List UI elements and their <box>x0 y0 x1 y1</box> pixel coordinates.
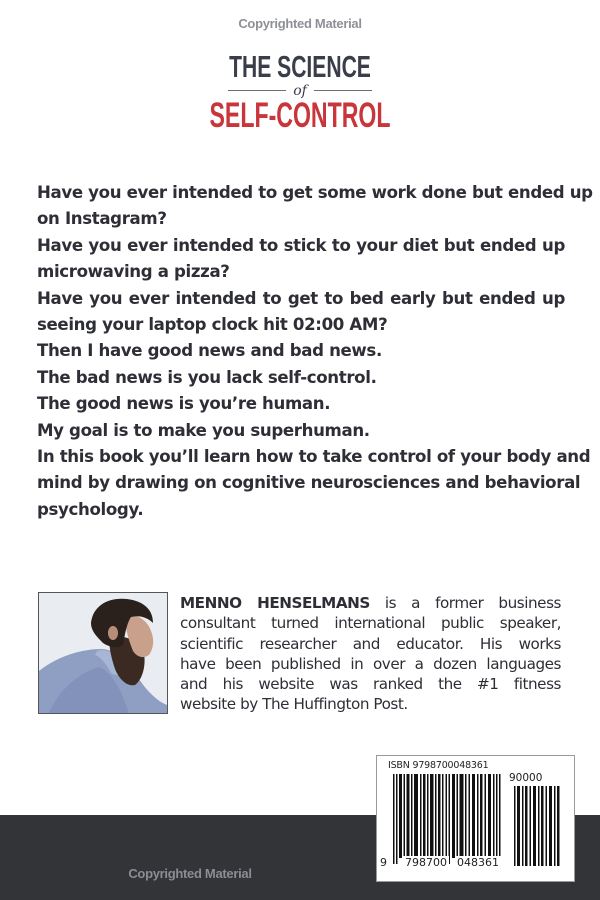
blurb-line: mind by drawing on cognitive neurosciences and behavioral <box>37 473 581 493</box>
barcode-digit-group-1: 798700 <box>405 856 447 869</box>
title-connector-of: of <box>293 83 307 99</box>
barcode-digit-group-2: 048361 <box>457 856 499 869</box>
title-rule-left <box>228 90 286 91</box>
blurb-line: psychology. <box>37 499 144 519</box>
blurb-line: Then I have good news and bad news. <box>37 341 382 361</box>
isbn-barcode <box>376 755 575 882</box>
book-title <box>0 50 600 134</box>
blurb-line: on Instagram? <box>37 209 167 229</box>
blurb-line: microwaving a pizza? <box>37 262 230 282</box>
author-bio-text: is a former business <box>369 594 561 612</box>
blurb-line: In this book you’ll learn how to take control of your body and <box>37 447 591 467</box>
isbn-label: ISBN 9798700048361 <box>388 760 489 771</box>
blurb-line: Have you ever intended to get to bed early but ended up <box>37 288 565 308</box>
blurb-text <box>37 180 593 523</box>
author-bio-line: website by The Huffington Post. <box>180 695 408 714</box>
blurb-line: Have you ever intended to stick to your diet but ended up <box>37 235 565 255</box>
blurb-line: The bad news is you lack self-control. <box>37 367 377 387</box>
blurb-line: The good news is you’re human. <box>37 394 331 414</box>
title-line-self-control: SELF-CONTROL <box>209 96 391 135</box>
price-code: 90000 <box>509 772 543 784</box>
barcode-bars-icon <box>393 774 503 864</box>
title-line-the-science: THE SCIENCE <box>229 49 371 84</box>
barcode-digit-first: 9 <box>380 856 387 869</box>
barcode-addon-bars-icon <box>514 786 564 866</box>
author-bio-line: scientific researcher and educator. His works <box>180 634 561 653</box>
author-bio <box>180 593 561 715</box>
author-name: MENNO HENSELMANS <box>180 594 370 612</box>
blurb-line: My goal is to make you superhuman. <box>37 420 370 440</box>
author-bio-line: have been published in over a dozen languages <box>180 654 561 673</box>
author-bio-line: and his website was ranked the #1 fitness <box>180 675 561 694</box>
author-portrait-icon <box>38 592 168 714</box>
copyright-watermark-bottom: Copyrighted Material <box>128 866 252 881</box>
copyright-watermark-top: Copyrighted Material <box>238 16 362 31</box>
blurb-line: Have you ever intended to get some work done but ended up <box>37 183 593 202</box>
blurb-line: seeing your laptop clock hit 02:00 AM? <box>37 315 388 335</box>
author-bio-line: consultant turned international public speaker, <box>180 614 561 633</box>
title-rule-right <box>314 90 372 91</box>
author-bio-line <box>180 593 561 613</box>
